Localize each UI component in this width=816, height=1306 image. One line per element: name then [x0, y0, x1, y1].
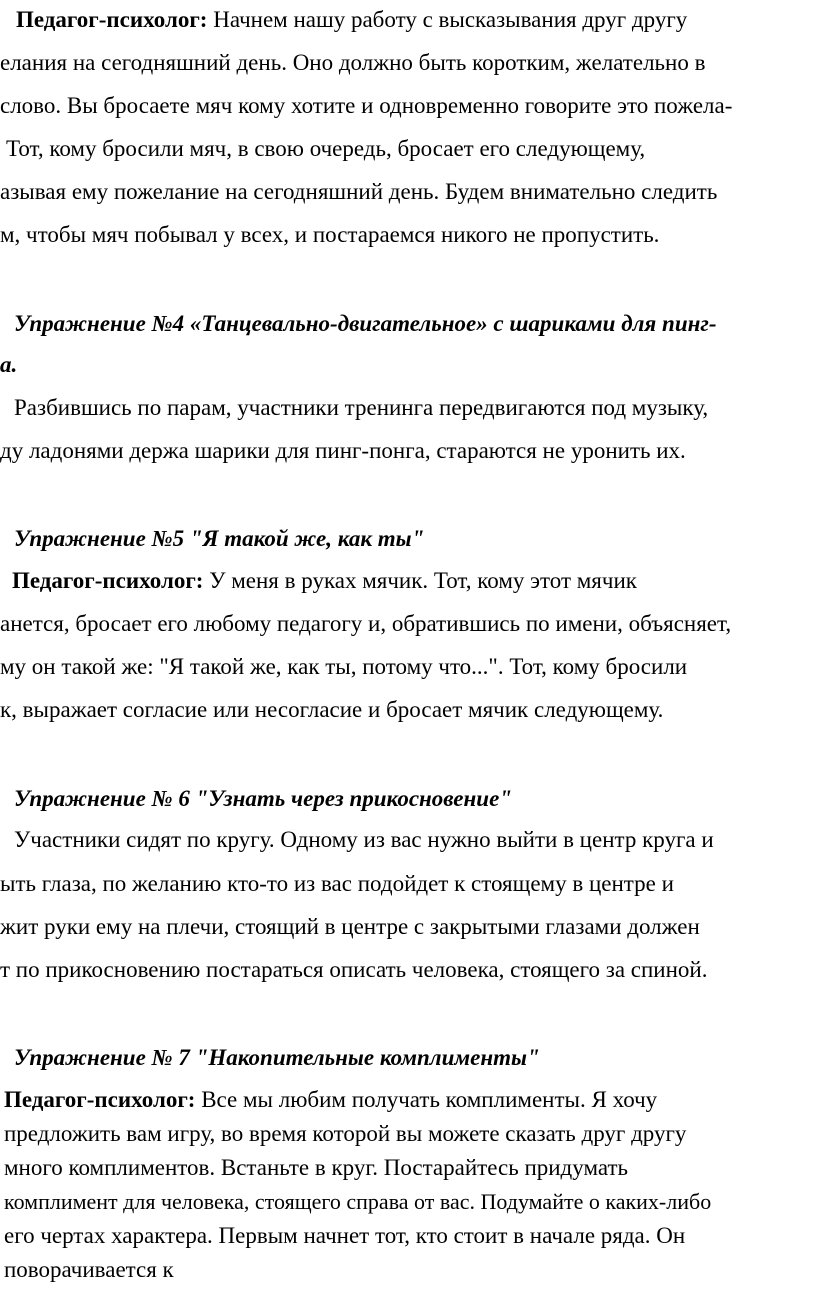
- paragraph-line: т по прикосновению постараться описать человека, стоящего за спиной.: [0, 957, 708, 982]
- paragraph-line: [12, 567, 637, 595]
- paragraph-line: [4, 1086, 657, 1114]
- paragraph-line: комплимент для человека, стоящего справа от вас. Подумайте о каких-либо: [4, 1189, 712, 1214]
- paragraph-line: анется, бросает его любому педагогу и, обратившись по имени, объясняет,: [0, 611, 732, 636]
- paragraph-line: слово. Вы бросаете мяч кому хотите и одновременно говорите это пожела-: [0, 93, 733, 118]
- paragraph-line: поворачивается к: [4, 1257, 174, 1282]
- paragraph-line: предложить вам игру, во время которой вы можете сказать друг другу: [4, 1121, 687, 1146]
- paragraph-line: его чертах характера. Первым начнет тот, кто стоит в начале ряда. Он: [4, 1223, 686, 1248]
- exercise-heading: Упражнение №4 «Танцевально-двигательное» с шариками для пинг-: [14, 311, 717, 336]
- paragraph-line: ду ладонями держа шарики для пинг-понга, стараются не уронить их.: [0, 438, 686, 463]
- exercise-heading-continued: а.: [0, 352, 18, 377]
- paragraph-line: азывая ему пожелание на сегодняшний день. Будем внимательно следить: [0, 179, 718, 204]
- paragraph-line: ыть глаза, по желанию кто-то из вас подойдет к стоящему в центре и: [0, 871, 674, 896]
- exercise-heading: Упражнение № 7 "Накопительные комплименты": [14, 1045, 540, 1070]
- paragraph-line: м, чтобы мяч побывал у всех, и постараемся никого не пропустить.: [0, 222, 660, 247]
- text-span: Начнем нашу работу с высказывания друг другу: [207, 7, 688, 32]
- paragraph-line: Тот, кому бросили мяч, в свою очередь, бросает его следующему,: [6, 136, 646, 161]
- text-span: Все мы любим получать комплименты. Я хочу: [195, 1087, 658, 1112]
- text-span: У меня в руках мячик. Тот, кому этот мячик: [203, 568, 637, 593]
- exercise-heading: Упражнение №5 "Я такой же, как ты": [14, 526, 425, 551]
- paragraph-line: елания на сегодняшний день. Оно должно быть коротким, желательно в: [0, 50, 706, 75]
- speaker-label: Педагог-психолог:: [16, 7, 208, 32]
- paragraph-line: Участники сидят по кругу. Одному из вас нужно выйти в центр круга и: [14, 827, 714, 852]
- paragraph-line: жит руки ему на плечи, стоящий в центре с закрытыми глазами должен: [0, 914, 700, 939]
- paragraph-line: к, выражает согласие или несогласие и бросает мячик следующему.: [0, 697, 664, 722]
- paragraph-line: много комплиментов. Встаньте в круг. Постарайтесь придумать: [4, 1155, 629, 1180]
- speaker-label: Педагог-психолог:: [4, 1087, 196, 1112]
- paragraph-line: Разбившись по парам, участники тренинга передвигаются под музыку,: [14, 395, 709, 420]
- paragraph-line: му он такой же: "Я такой же, как ты, потому что...". Тот, кому бросили: [0, 654, 688, 679]
- speaker-label: Педагог-психолог:: [12, 568, 204, 593]
- paragraph-line: [16, 6, 687, 34]
- exercise-heading: Упражнение № 6 "Узнать через прикосновение": [14, 786, 513, 811]
